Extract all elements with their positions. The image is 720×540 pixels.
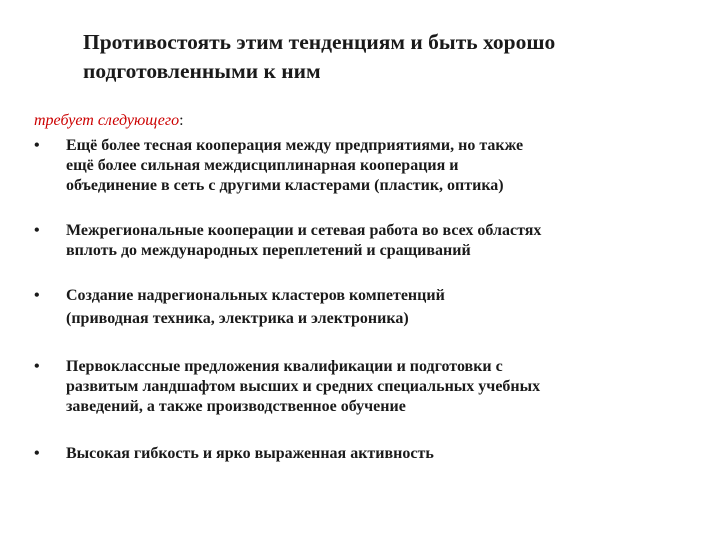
bullet-text — [66, 221, 694, 261]
bullet-item-2 — [34, 221, 694, 261]
bullet-line: Межрегиональные кооперации и сетевая работа во всех областях — [66, 222, 542, 239]
bullet-text — [66, 286, 694, 329]
bullet-dot: • — [34, 358, 40, 375]
bullet-line: заведений, а также производственное обучение — [66, 398, 406, 415]
bullet-text — [66, 444, 694, 464]
lead-colon: : — [179, 112, 184, 129]
title-line-1: Противостоять этим тенденциям и быть хорошо — [83, 30, 556, 54]
lead-text — [34, 111, 184, 131]
bullet-line: Создание надрегиональных кластеров компетенций — [66, 287, 445, 304]
bullet-line: Ещё более тесная кооперация между предприятиями, но также — [66, 137, 524, 154]
bullet-dot: • — [34, 137, 40, 154]
bullet-line: ещё более сильная междисциплинарная кооперация и — [66, 157, 459, 174]
slide-title — [83, 28, 683, 86]
title-line-2: подготовленными к ним — [83, 59, 321, 83]
bullet-line: объединение в сеть с другими кластерами (пластик, оптика) — [66, 177, 504, 194]
bullet-dot: • — [34, 222, 40, 239]
bullet-dot: • — [34, 287, 40, 304]
bullet-line: вплоть до международных переплетений и сращиваний — [66, 242, 471, 259]
bullet-item-1 — [34, 136, 694, 196]
bullet-item-4 — [34, 357, 694, 417]
bullet-item-3 — [34, 286, 694, 329]
bullet-line: (приводная техника, электрика и электроника) — [66, 310, 409, 327]
bullet-text — [66, 136, 694, 196]
bullet-line: Первоклассные предложения квалификации и подготовки с — [66, 358, 503, 375]
lead-italic: требует следующего — [34, 112, 180, 129]
bullet-dot: • — [34, 445, 40, 462]
bullet-line: развитым ландшафтом высших и средних специальных учебных — [66, 378, 541, 395]
bullet-text — [66, 357, 694, 417]
bullet-item-5 — [34, 444, 694, 464]
bullet-line: Высокая гибкость и ярко выраженная активность — [66, 445, 434, 462]
